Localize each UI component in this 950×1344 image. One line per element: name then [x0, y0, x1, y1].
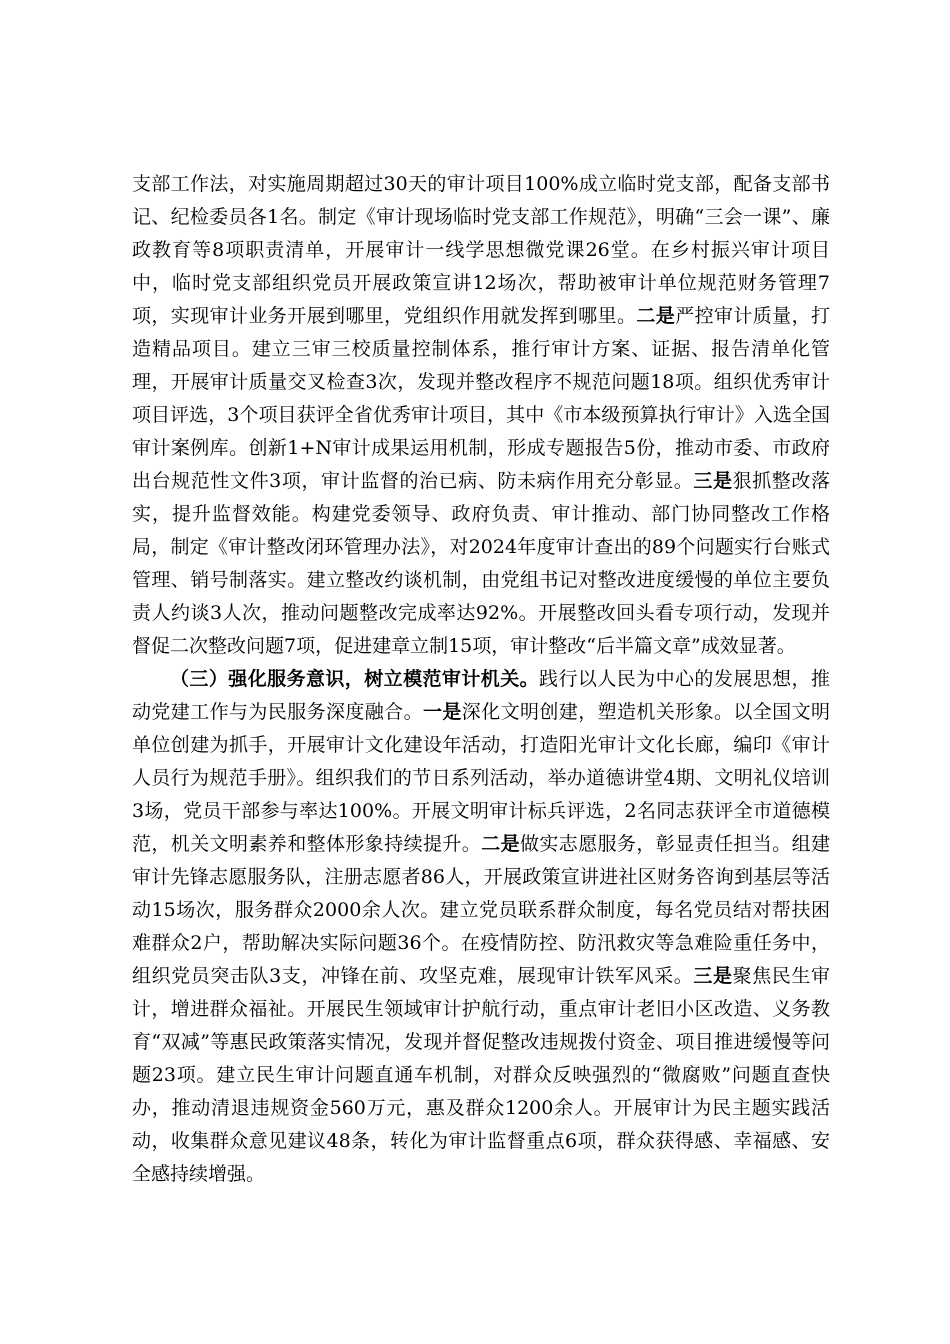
paragraph-text: 支部工作法，对实施周期超过30天的审计项目100%成立临时党支部，配备支部书记、纪检委员各1名。制定《审计现场临时党支部工作规范》，明确“三会一课”、廉政教育等8项职责清单，开展审计一线学思想微党课26堂。在乡村振兴审计项目中，临时党支部组织党员开展政策宣讲12场次，帮助被审计单位规范财务管理7项，实现审计业务开展到哪里，党组织作用就发挥到哪里。 — [132, 173, 830, 327]
paragraph-text: 严控审计质量，打造精品项目。建立三审三校质量控制体系，推行审计方案、证据、报告清单化管理，开展审计质量交叉检查3次，发现并整改程序不规范问题18项。组织优秀审计项目评选，3个项目获评全省优秀审计项目，其中《市本级预算执行审计》入选全国审计案例库。创新1+N审计成果运用机制，形成专题报告5份，推动市委、市政府出台规范性文件3项，审计监督的治已病、防未病作用充分彰显。 — [132, 305, 830, 492]
document-body — [132, 168, 830, 1191]
keyword-third: 三是 — [693, 470, 733, 492]
paragraph-text: 聚焦民生审计，增进群众福祉。开展民生领域审计护航行动，重点审计老旧小区改造、义务教育“双减”等惠民政策落实情况，发现并督促整改违规拨付资金、项目推进缓慢等问题23项。建立民生审计问题直通车机制，对群众反映强烈的“微腐败”问题直查快办，推动清退违规资金560万元，惠及群众1200余人。开展审计为民主题实践活动，收集群众意见建议48条，转化为审计监督重点6项，群众获得感、幸福感、安全感持续增强。 — [132, 965, 830, 1185]
keyword-second: 二是 — [481, 833, 520, 855]
paragraph-text: 狠抓整改落实，提升监督效能。构建党委领导、政府负责、审计推动、部门协同整改工作格局，制定《审计整改闭环管理办法》，对2024年度审计查出的89个问题实行台账式管理、销号制落实。建立整改约谈机制，由党组书记对整改进度缓慢的单位主要负责人约谈3人次，推动问题整改完成率达92%。开展整改回头看专项行动，发现并督促二次整改问题7项，促进建章立制15项，审计整改“后半篇文章”成效显著。 — [132, 470, 830, 657]
keyword-third: 三是 — [693, 965, 733, 987]
keyword-second: 二是 — [636, 305, 676, 327]
paragraph-text: 深化文明创建，塑造机关形象。以全国文明单位创建为抓手，开展审计文化建设年活动，打造阳光审计文化长廊，编印《审计人员行为规范手册》。组织我们的节日系列活动，举办道德讲堂4期、文明礼仪培训3场，党员干部参与率达100%。开展文明审计标兵评选，2名同志获评全市道德模范，机关文明素养和整体形象持续提升。 — [132, 701, 830, 855]
paragraph-text: 践行以人民为中心的发展思想，推动党建工作与为民服务深度融合。 — [132, 668, 830, 723]
paragraph-text: 做实志愿服务，彰显责任担当。组建审计先锋志愿服务队，注册志愿者86人，开展政策宣讲进社区财务咨询到基层等活动15场次，服务群众2000余人次。建立党员联系群众制度，每名党员结对帮扶困难群众2户，帮助解决实际问题36个。在疫情防控、防汛救灾等急难险重任务中，组织党员突击队3支，冲锋在前、攻坚克难，展现审计铁军风采。 — [132, 833, 830, 987]
paragraph-service-awareness — [132, 663, 830, 1191]
section-heading: （三）强化服务意识，树立模范审计机关。 — [170, 668, 540, 690]
keyword-first: 一是 — [422, 701, 462, 723]
paragraph-party-branch — [132, 168, 830, 663]
